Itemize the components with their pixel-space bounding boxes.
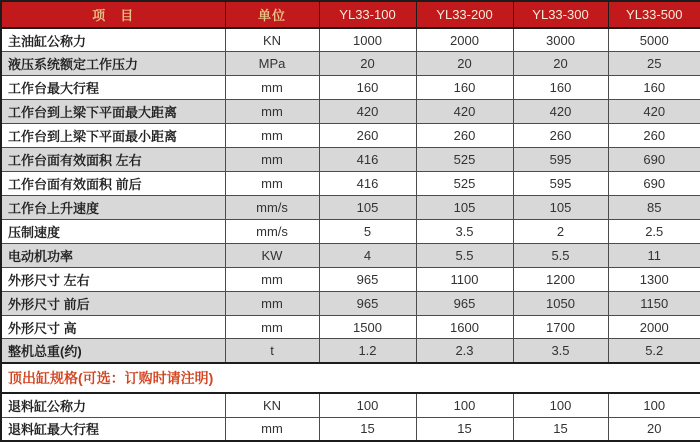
section-note-row bbox=[1, 363, 700, 393]
spec-value: 1600 bbox=[416, 315, 513, 339]
spec-unit: KW bbox=[225, 243, 319, 267]
spec-value: 420 bbox=[319, 100, 416, 124]
spec-value: 2000 bbox=[608, 315, 700, 339]
header-item-label: 项 目 bbox=[1, 1, 225, 28]
spec-unit: mm bbox=[225, 267, 319, 291]
header-model-yl33-500: YL33-500 bbox=[608, 1, 700, 28]
spec-value: 1150 bbox=[608, 291, 700, 315]
spec-value: 5000 bbox=[608, 28, 700, 52]
spec-label: 电动机功率 bbox=[1, 243, 225, 267]
spec-value: 416 bbox=[319, 172, 416, 196]
spec-value: 260 bbox=[608, 124, 700, 148]
spec-value: 160 bbox=[416, 76, 513, 100]
spec-value: 965 bbox=[319, 291, 416, 315]
spec-value: 105 bbox=[416, 195, 513, 219]
spec-unit: mm bbox=[225, 172, 319, 196]
spec-value: 5.5 bbox=[416, 243, 513, 267]
spec-unit: mm/s bbox=[225, 219, 319, 243]
spec-value: 260 bbox=[319, 124, 416, 148]
spec-value: 2000 bbox=[416, 28, 513, 52]
spec-value: 25 bbox=[608, 52, 700, 76]
spec-unit: mm bbox=[225, 124, 319, 148]
spec-label: 整机总重(约) bbox=[1, 339, 225, 363]
spec-value: 1100 bbox=[416, 267, 513, 291]
spec-value: 5.2 bbox=[608, 339, 700, 363]
spec-value: 105 bbox=[319, 195, 416, 219]
spec-value: 100 bbox=[319, 393, 416, 417]
spec-value: 420 bbox=[416, 100, 513, 124]
main-spec-rows bbox=[1, 28, 700, 363]
spec-value: 1700 bbox=[513, 315, 608, 339]
table-row bbox=[1, 100, 700, 124]
header-model-yl33-200: YL33-200 bbox=[416, 1, 513, 28]
spec-unit: t bbox=[225, 339, 319, 363]
spec-unit: mm bbox=[225, 315, 319, 339]
header-model-yl33-100: YL33-100 bbox=[319, 1, 416, 28]
spec-value: 260 bbox=[513, 124, 608, 148]
optional-spec-rows bbox=[1, 393, 700, 441]
table-row bbox=[1, 52, 700, 76]
spec-value: 3.5 bbox=[416, 219, 513, 243]
spec-unit: mm bbox=[225, 291, 319, 315]
spec-value: 525 bbox=[416, 148, 513, 172]
spec-value: 1300 bbox=[608, 267, 700, 291]
spec-label: 工作台面有效面积 左右 bbox=[1, 148, 225, 172]
spec-value: 1200 bbox=[513, 267, 608, 291]
spec-value: 3.5 bbox=[513, 339, 608, 363]
section-note-text: 顶出缸规格(可选：订购时请注明) bbox=[1, 363, 700, 393]
spec-value: 416 bbox=[319, 148, 416, 172]
spec-value: 3000 bbox=[513, 28, 608, 52]
spec-unit: KN bbox=[225, 28, 319, 52]
section-note-body bbox=[1, 363, 700, 393]
spec-value: 20 bbox=[513, 52, 608, 76]
spec-value: 965 bbox=[319, 267, 416, 291]
spec-value: 85 bbox=[608, 195, 700, 219]
spec-label: 工作台最大行程 bbox=[1, 76, 225, 100]
table-row bbox=[1, 339, 700, 363]
table-row bbox=[1, 393, 700, 417]
spec-label: 外形尺寸 左右 bbox=[1, 267, 225, 291]
spec-value: 1050 bbox=[513, 291, 608, 315]
spec-value: 420 bbox=[513, 100, 608, 124]
table-row bbox=[1, 267, 700, 291]
spec-label: 外形尺寸 高 bbox=[1, 315, 225, 339]
table-row bbox=[1, 219, 700, 243]
spec-label: 主油缸公称力 bbox=[1, 28, 225, 52]
spec-value: 1500 bbox=[319, 315, 416, 339]
table-row bbox=[1, 417, 700, 441]
spec-value: 100 bbox=[513, 393, 608, 417]
spec-value: 160 bbox=[608, 76, 700, 100]
spec-label: 外形尺寸 前后 bbox=[1, 291, 225, 315]
spec-unit: KN bbox=[225, 393, 319, 417]
spec-value: 2.3 bbox=[416, 339, 513, 363]
header-model-yl33-300: YL33-300 bbox=[513, 1, 608, 28]
spec-unit: mm bbox=[225, 100, 319, 124]
spec-value: 160 bbox=[319, 76, 416, 100]
spec-unit: mm/s bbox=[225, 195, 319, 219]
spec-label: 工作台到上梁下平面最大距离 bbox=[1, 100, 225, 124]
table-header bbox=[1, 1, 700, 28]
spec-value: 15 bbox=[319, 417, 416, 441]
spec-value: 965 bbox=[416, 291, 513, 315]
spec-value: 100 bbox=[416, 393, 513, 417]
table-row bbox=[1, 291, 700, 315]
table-row bbox=[1, 315, 700, 339]
spec-value: 595 bbox=[513, 172, 608, 196]
spec-value: 525 bbox=[416, 172, 513, 196]
spec-label: 压制速度 bbox=[1, 219, 225, 243]
spec-value: 420 bbox=[608, 100, 700, 124]
spec-value: 4 bbox=[319, 243, 416, 267]
table-row bbox=[1, 243, 700, 267]
spec-label: 退料缸公称力 bbox=[1, 393, 225, 417]
spec-value: 690 bbox=[608, 172, 700, 196]
spec-unit: mm bbox=[225, 76, 319, 100]
spec-value: 15 bbox=[513, 417, 608, 441]
spec-value: 11 bbox=[608, 243, 700, 267]
spec-value: 2 bbox=[513, 219, 608, 243]
table-row bbox=[1, 195, 700, 219]
header-unit-label: 单位 bbox=[225, 1, 319, 28]
spec-value: 100 bbox=[608, 393, 700, 417]
table-row bbox=[1, 124, 700, 148]
spec-unit: mm bbox=[225, 148, 319, 172]
spec-value: 2.5 bbox=[608, 219, 700, 243]
spec-label: 退料缸最大行程 bbox=[1, 417, 225, 441]
spec-value: 1000 bbox=[319, 28, 416, 52]
table-row bbox=[1, 148, 700, 172]
spec-value: 20 bbox=[608, 417, 700, 441]
spec-value: 20 bbox=[319, 52, 416, 76]
spec-label: 工作台面有效面积 前后 bbox=[1, 172, 225, 196]
spec-value: 595 bbox=[513, 148, 608, 172]
spec-value: 690 bbox=[608, 148, 700, 172]
spec-value: 105 bbox=[513, 195, 608, 219]
table-row bbox=[1, 172, 700, 196]
table-row bbox=[1, 76, 700, 100]
spec-value: 160 bbox=[513, 76, 608, 100]
spec-label: 液压系统额定工作压力 bbox=[1, 52, 225, 76]
spec-label: 工作台上升速度 bbox=[1, 195, 225, 219]
header-row bbox=[1, 1, 700, 28]
spec-value: 15 bbox=[416, 417, 513, 441]
spec-value: 1.2 bbox=[319, 339, 416, 363]
spec-unit: mm bbox=[225, 417, 319, 441]
spec-unit: MPa bbox=[225, 52, 319, 76]
spec-label: 工作台到上梁下平面最小距离 bbox=[1, 124, 225, 148]
spec-value: 20 bbox=[416, 52, 513, 76]
table-row bbox=[1, 28, 700, 52]
spec-value: 260 bbox=[416, 124, 513, 148]
spec-value: 5.5 bbox=[513, 243, 608, 267]
spec-value: 5 bbox=[319, 219, 416, 243]
